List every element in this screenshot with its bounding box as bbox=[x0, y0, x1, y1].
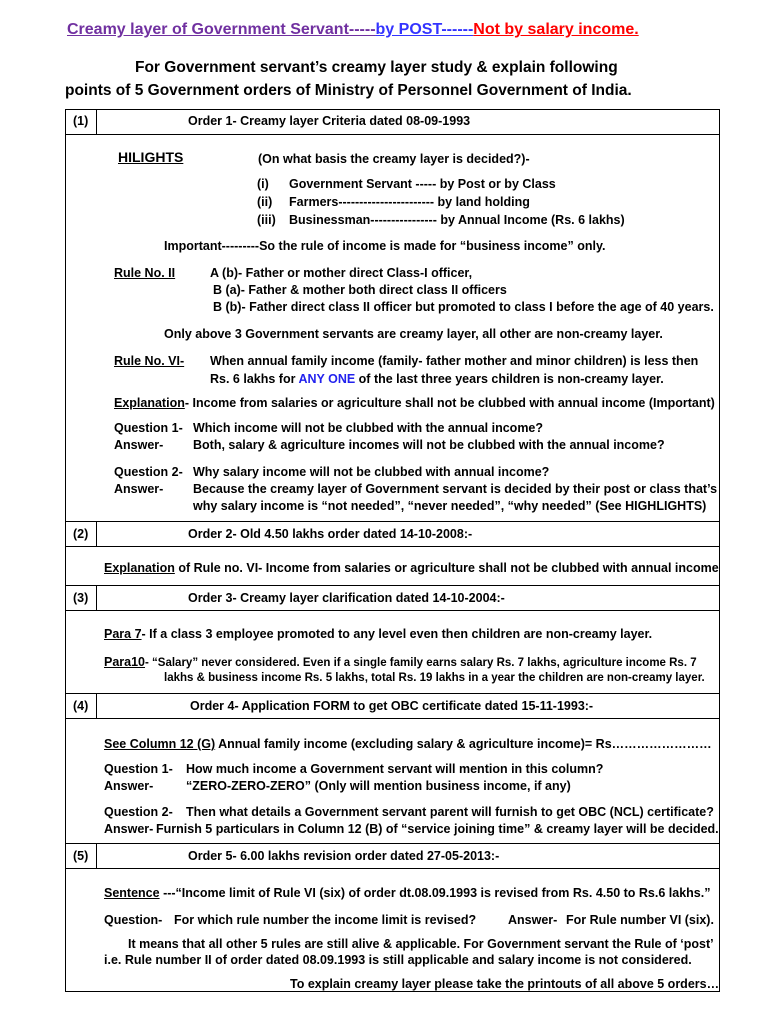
explanation-2 bbox=[104, 561, 719, 576]
answer-text: Furnish 5 particulars in Column 12 (B) of “service joining time” & creamy layer will be decided. bbox=[156, 822, 719, 836]
question-text: Then what details a Government servant parent will furnish to get OBC (NCL) certificate? bbox=[186, 805, 714, 819]
answer-label: Answer- bbox=[104, 822, 154, 836]
answer-text: For Rule number VI (six). bbox=[566, 913, 714, 927]
para-10-text: - “Salary” never considered. Even if a single family earns salary Rs. 7 lakhs, agriculture income Rs. 7 bbox=[145, 657, 697, 669]
para-10 bbox=[104, 655, 697, 671]
order-2-heading: Order 2- Old 4.50 lakhs order dated 14-10-2008:- bbox=[188, 527, 473, 541]
order-2-number: (2) bbox=[73, 527, 89, 541]
question-label: Question- bbox=[104, 913, 163, 927]
explanation-label: Explanation bbox=[114, 396, 185, 410]
question-text: How much income a Government servant will mention in this column? bbox=[186, 762, 604, 776]
answer-label: Answer- bbox=[104, 779, 154, 793]
column-label: See Column 12 (G) bbox=[104, 737, 216, 751]
divider bbox=[96, 109, 97, 134]
divider bbox=[65, 693, 720, 694]
question-label: Question 2- bbox=[114, 465, 183, 479]
rule-6-line-2 bbox=[210, 372, 664, 387]
rule-6-text: of the last three years children is non-creamy layer. bbox=[355, 372, 664, 386]
answer-label: Answer- bbox=[114, 438, 164, 452]
explanation-text: - Income from salaries or agriculture shall not be clubbed with annual income (Important) bbox=[184, 396, 715, 410]
divider bbox=[65, 610, 720, 611]
column-12g bbox=[104, 737, 712, 752]
rule-2-line: A (b)- Father or mother direct Class-I officer, bbox=[210, 266, 473, 280]
divider bbox=[65, 718, 720, 719]
title-part-2: by POST------ bbox=[375, 21, 474, 38]
only-above-note: Only above 3 Government servants are creamy layer, all other are non-creamy layer. bbox=[164, 327, 663, 341]
divider bbox=[65, 585, 720, 586]
explanation-text: of Rule no. VI- Income from salaries or agriculture shall not be clubbed with annual income bbox=[174, 561, 719, 575]
hilight-item-text: Government Servant ----- by Post or by Class bbox=[289, 177, 556, 191]
answer-text: “ZERO-ZERO-ZERO” (Only will mention business income, if any) bbox=[186, 779, 571, 793]
order-3-heading: Order 3- Creamy layer clarification dated 14-10-2004:- bbox=[188, 591, 505, 605]
closing-note: To explain creamy layer please take the printouts of all above 5 orders… bbox=[290, 977, 720, 991]
hilight-item-roman: (i) bbox=[257, 177, 269, 191]
question-text: Which income will not be clubbed with the annual income? bbox=[193, 421, 544, 435]
sentence bbox=[104, 886, 710, 901]
rule-6-label: Rule No. VI- bbox=[114, 354, 185, 368]
divider bbox=[65, 868, 720, 869]
para-10-label: Para10 bbox=[104, 655, 146, 669]
divider bbox=[65, 843, 720, 844]
page-title bbox=[67, 20, 639, 40]
divider bbox=[96, 693, 97, 718]
sentence-text: ---“Income limit of Rule VI (six) of order dt.08.09.1993 is revised from Rs. 4.50 to Rs.6 lakhs.” bbox=[159, 886, 711, 900]
order-1-number: (1) bbox=[73, 114, 89, 128]
hilight-item-text: Businessman---------------- by Annual Income (Rs. 6 lakhs) bbox=[289, 213, 625, 227]
answer-label: Answer- bbox=[508, 913, 558, 927]
rule-6-text: Rs. 6 lakhs for bbox=[210, 372, 299, 386]
question-label: Question 1- bbox=[104, 762, 173, 776]
answer-label: Answer- bbox=[114, 482, 164, 496]
means-line-1: It means that all other 5 rules are still alive & applicable. For Government servant the Rule of ‘post’ bbox=[128, 937, 714, 951]
order-4-heading: Order 4- Application FORM to get OBC certificate dated 15-11-1993:- bbox=[190, 699, 594, 713]
intro-line-2: points of 5 Government orders of Ministry of Personnel Government of India. bbox=[65, 82, 632, 99]
divider bbox=[96, 521, 97, 546]
para-10-line-2: lakhs & business income Rs. 5 lakhs, total Rs. 19 lakhs in a year the children are non-creamy layer. bbox=[164, 672, 705, 684]
para-7-label: Para 7 bbox=[104, 627, 142, 641]
divider bbox=[65, 134, 720, 135]
explanation-1 bbox=[114, 396, 715, 411]
sentence-label: Sentence bbox=[104, 886, 160, 900]
hilight-item-text: Farmers----------------------- by land holding bbox=[289, 195, 530, 209]
hilights-label: HILIGHTS bbox=[118, 149, 184, 165]
explanation-label: Explanation bbox=[104, 561, 175, 575]
question-label: Question 1- bbox=[114, 421, 183, 435]
rule-6-line-1: When annual family income (family- father mother and minor children) is less then bbox=[210, 354, 699, 368]
means-line-2: i.e. Rule number II of order dated 08.09.1993 is still applicable and salary income is not considered. bbox=[104, 953, 692, 967]
question-label: Question 2- bbox=[104, 805, 173, 819]
divider bbox=[65, 521, 720, 522]
divider bbox=[96, 585, 97, 610]
order-5-heading: Order 5- 6.00 lakhs revision order dated 27-05-2013:- bbox=[188, 849, 500, 863]
rule-2-label: Rule No. II bbox=[114, 266, 176, 280]
para-7-text: - If a class 3 employee promoted to any level even then children are non-creamy layer. bbox=[141, 627, 653, 641]
divider bbox=[96, 843, 97, 868]
order-4-number: (4) bbox=[73, 699, 89, 713]
answer-text: why salary income is “not needed”, “never needed”, “why needed” (See HIGHLIGHTS) bbox=[193, 499, 707, 513]
answer-text: Both, salary & agriculture incomes will not be clubbed with the annual income? bbox=[193, 438, 665, 452]
column-text: Annual family income (excluding salary & agriculture income)= Rs…………………… bbox=[215, 737, 712, 751]
intro-line-1: For Government servant’s creamy layer study & explain following bbox=[135, 59, 618, 76]
order-1-heading: Order 1- Creamy layer Criteria dated 08-09-1993 bbox=[188, 114, 471, 128]
any-one-highlight: ANY ONE bbox=[298, 372, 356, 386]
divider bbox=[65, 546, 720, 547]
answer-text: Because the creamy layer of Government servant is decided by their post or class that’s bbox=[193, 482, 718, 496]
rule-2-line: B (b)- Father direct class II officer but promoted to class I before the age of 40 years. bbox=[213, 300, 714, 314]
para-7 bbox=[104, 627, 652, 642]
title-part-1: Creamy layer of Government Servant----- bbox=[67, 21, 376, 38]
important-note: Important---------So the rule of income is made for “business income” only. bbox=[164, 239, 606, 253]
order-5-number: (5) bbox=[73, 849, 89, 863]
question-text: For which rule number the income limit is revised? bbox=[174, 913, 477, 927]
hilight-item-roman: (ii) bbox=[257, 195, 273, 209]
order-3-number: (3) bbox=[73, 591, 89, 605]
title-part-3: Not by salary income. bbox=[473, 21, 639, 38]
question-text: Why salary income will not be clubbed with annual income? bbox=[193, 465, 550, 479]
hilight-item-roman: (iii) bbox=[257, 213, 276, 227]
rule-2-line: B (a)- Father & mother both direct class II officers bbox=[213, 283, 507, 297]
hilights-question: (On what basis the creamy layer is decided?)- bbox=[258, 152, 530, 166]
